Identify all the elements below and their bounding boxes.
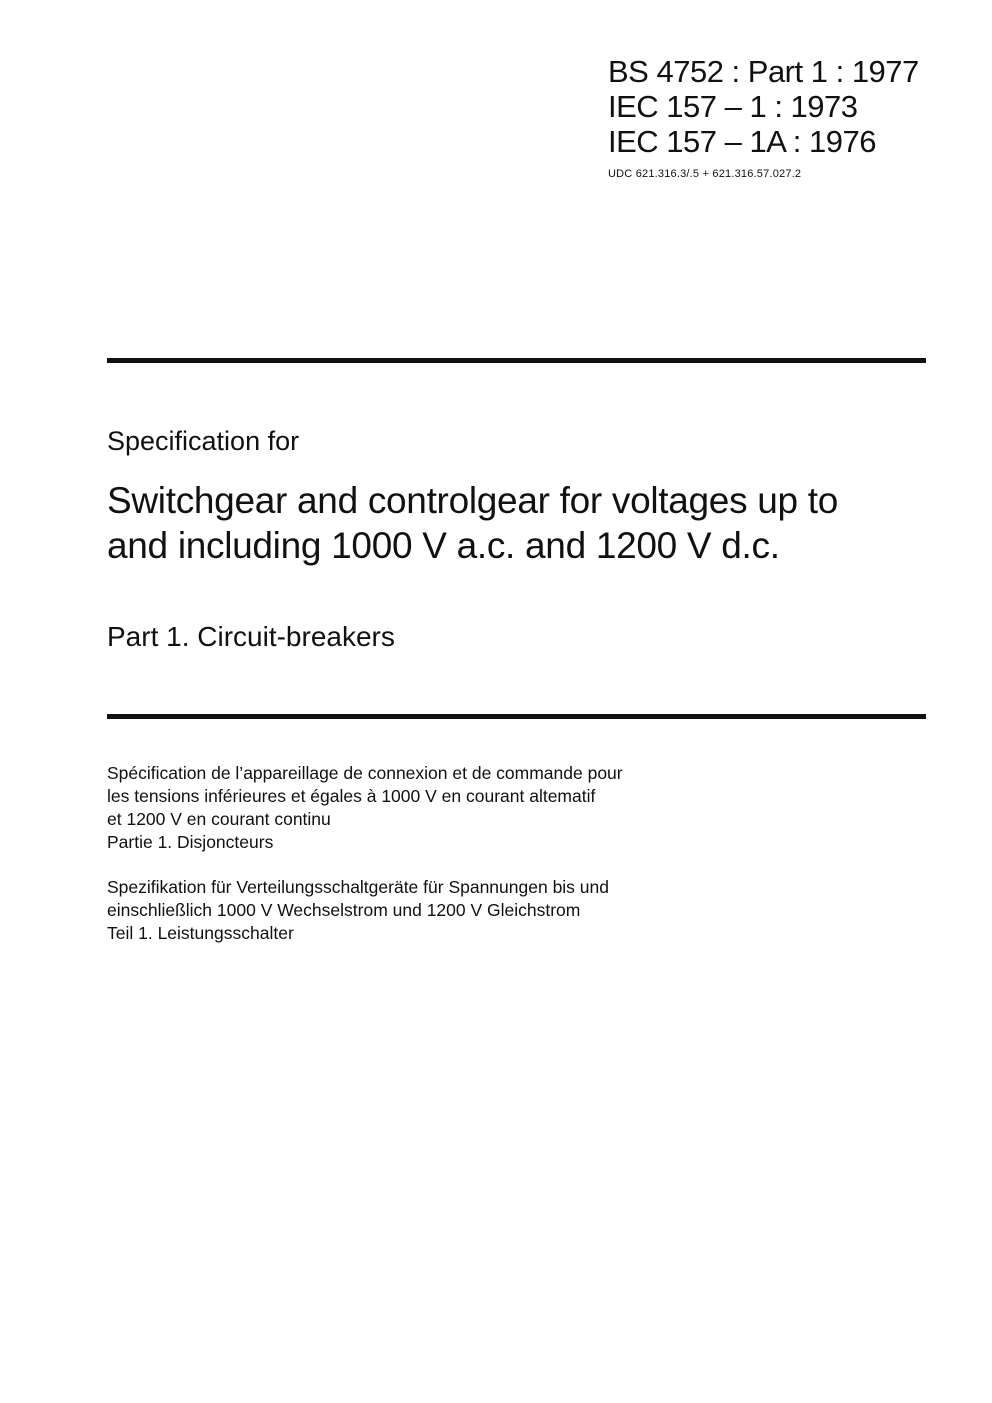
top-divider: [107, 358, 926, 363]
german-title-line: Spezifikation für Verteilungsschaltgeräte für Spannungen bis und: [107, 877, 609, 897]
french-title-line: Partie 1. Disjoncteurs: [107, 832, 274, 852]
french-title-line: les tensions inférieures et égales à 1000 V en courant altematif: [107, 786, 596, 806]
french-title-line: Spécification de l’appareillage de connexion et de commande pour: [107, 763, 623, 783]
part-title: Part 1. Circuit-breakers: [107, 621, 395, 652]
udc-code: UDC 621.316.3/.5 + 621.316.57.027.2: [608, 168, 802, 180]
french-title: [107, 762, 747, 854]
main-title-line: and including 1000 V a.c. and 1200 V d.c.: [107, 525, 780, 566]
standard-number-bs: BS 4752 : Part 1 : 1977: [608, 54, 919, 89]
spec-for-label: Specification for: [107, 426, 300, 456]
standard-number-iec-157-1: IEC 157 – 1 : 1973: [608, 89, 858, 124]
french-title-line: et 1200 V en courant continu: [107, 809, 331, 829]
bottom-divider: [107, 714, 926, 719]
german-title: [107, 876, 747, 945]
german-title-line: einschließlich 1000 V Wechselstrom und 1200 V Gleichstrom: [107, 900, 581, 920]
standard-number-iec-157-1a: IEC 157 – 1A : 1976: [608, 124, 876, 159]
german-title-line: Teil 1. Leistungsschalter: [107, 923, 294, 943]
main-title: [107, 478, 907, 568]
main-title-line: Switchgear and controlgear for voltages up to: [107, 480, 839, 521]
standard-numbers: [608, 54, 968, 181]
